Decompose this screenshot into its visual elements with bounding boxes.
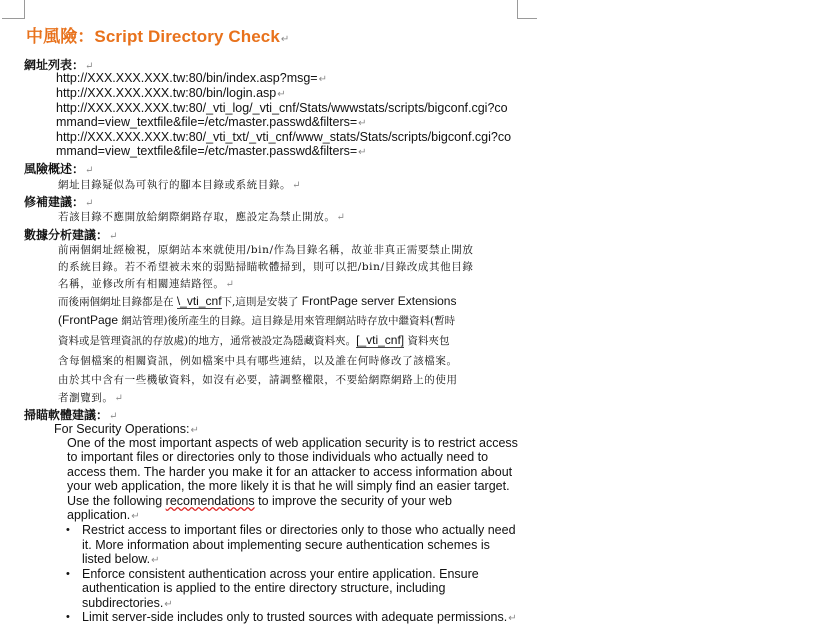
- analysis2-line: 資料或是管理資訊的存放處)的地方，通常被設定為隱藏資料夾。[_vti_cnf] 資料夾包: [58, 333, 450, 347]
- analysis2-line: 者瀏覽到。↵: [58, 392, 124, 404]
- page-corner-mark-top-right: [517, 0, 537, 19]
- bullet-item-line: Limit server-side includes only to trusted sources with adequate permissions.↵: [82, 610, 517, 624]
- bullet-item-line: subdirectories.↵: [82, 596, 173, 610]
- scanner-para-line: Use the following recomendations to improve the security of your web: [67, 494, 452, 508]
- risk-text: 網址目錄疑似為可執行的腳本目錄或系統目錄。↵: [58, 179, 302, 191]
- analysis-line: 名稱，並修改所有相關連結路徑。↵: [58, 278, 235, 290]
- scanner-para-line: access them. The harder you make it for an attacker to access information about: [67, 465, 513, 479]
- page-title: [26, 22, 289, 47]
- analysis2-line: 而後兩個網址目錄都是在 \_vti_cnf下,這則是安裝了 FrontPage server Extensions: [58, 294, 457, 308]
- analysis-line: 的系統目錄。若不希望被未來的弱點掃瞄軟體掃到，則可以把/bin/目錄改成其他目錄: [58, 261, 474, 273]
- analysis2-line: (FrontPage 網站管理)後所產生的目錄。這目錄是用來管理網站時存放中繼資料(暫時: [58, 313, 456, 327]
- url-line: http://XXX.XXX.XXX.tw:80/bin/index.asp?msg=↵: [56, 71, 327, 85]
- url-line: mmand=view_textfile&file=/etc/master.passwd&filters=↵: [56, 144, 367, 158]
- bullet-item-line: it. More information about implementing secure authentication schemes is: [82, 538, 490, 552]
- scanner-para-line: your web application, the more likely it is that he will simply find an easier target.: [67, 479, 510, 493]
- bullet-dot: •: [66, 524, 70, 536]
- page-corner-mark-top-left: [2, 0, 25, 19]
- scanner-intro: For Security Operations:↵: [54, 422, 199, 436]
- fix-heading: 修補建議：↵: [24, 195, 94, 209]
- bullet-item-line: Enforce consistent authentication across your entire application. Ensure: [82, 567, 479, 581]
- url-line: http://XXX.XXX.XXX.tw:80/_vti_txt/_vti_cnf/www_stats/Stats/scripts/bigconf.cgi?co: [56, 130, 512, 144]
- url-line: mmand=view_textfile&file=/etc/master.passwd&filters=↵: [56, 115, 367, 129]
- scanner-para-line: One of the most important aspects of web application security is to restrict access: [67, 436, 518, 450]
- urls-heading: 網址列表：↵: [24, 58, 94, 72]
- bullet-dot: •: [66, 611, 70, 623]
- scanner-para-line: to important files or directories only to those individuals who actually need to: [67, 450, 489, 464]
- fix-text: 若該目錄不應開放給網際網路存取，應設定為禁止開放。↵: [58, 211, 346, 223]
- misspelled-word: recomendations: [165, 494, 255, 508]
- analysis-heading: 數據分析建議：↵: [24, 228, 118, 242]
- analysis2-line: 含每個檔案的相關資訊，例如檔案中具有哪些連結，以及誰在何時修改了該檔案。: [58, 355, 458, 367]
- scanner-para-line: application.↵: [67, 508, 140, 522]
- bullet-item-line: Restrict access to important files or directories only to those who actually need: [82, 523, 516, 537]
- url-line: http://XXX.XXX.XXX.tw:80/bin/login.asp↵: [56, 86, 286, 100]
- analysis-line: 前兩個網址經檢視，原網站本來就使用/bin/作為目錄名稱，故並非真正需要禁止開放: [58, 244, 474, 256]
- bullet-item-line: listed below.↵: [82, 552, 160, 566]
- title-check-name: Script Directory Check: [94, 27, 280, 46]
- paragraph-mark: ↵: [280, 34, 290, 45]
- analysis2-line: 由於其中含有一些機敏資料，如沒有必要，請調整權限，不要給網際網路上的使用: [58, 374, 458, 386]
- risk-heading: 風險概述：↵: [24, 162, 94, 176]
- bullet-item-line: authentication is applied to the entire directory structure, including: [82, 581, 446, 595]
- url-line: http://XXX.XXX.XXX.tw:80/_vti_log/_vti_cnf/Stats/wwwstats/scripts/bigconf.cgi?co: [56, 101, 508, 115]
- scanner-heading: 掃瞄軟體建議：↵: [24, 408, 118, 422]
- bullet-dot: •: [66, 568, 70, 580]
- title-risk-level: 中風險：: [26, 27, 95, 46]
